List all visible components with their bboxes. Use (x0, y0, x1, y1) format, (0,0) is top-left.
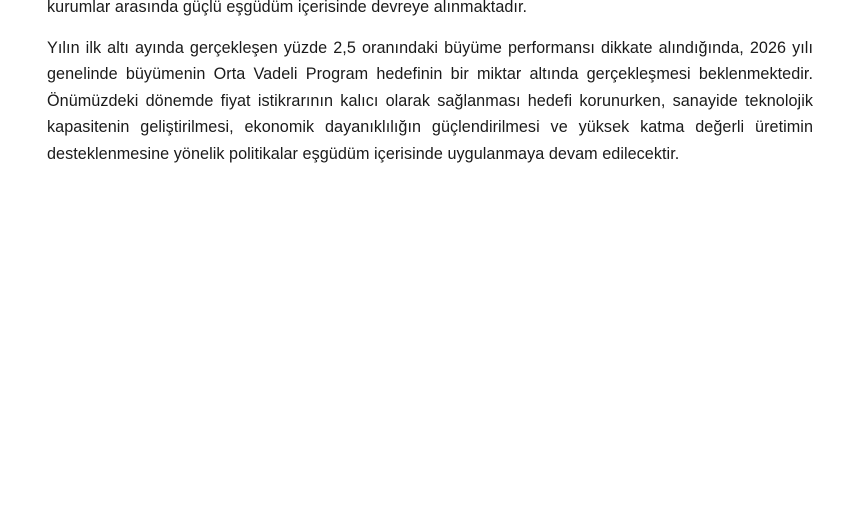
paragraph-continued: kurumlar arasında güçlü eşgüdüm içerisinde devreye alınmaktadır. (47, 0, 528, 16)
document-body (47, 0, 813, 167)
paragraph-growth-outlook: Yılın ilk altı ayında gerçekleşen yüzde 2,5 oranındaki büyüme performansı dikkate alındığında, 2026 yılı genelinde büyümenin Orta Vadeli Program hedefinin bir miktar altında gerçekleşmesi beklenmektedir. Önümüzdeki dönemde fiyat istikrarının kalıcı olarak sağlanması hedefi korunurken, sanayide teknolojik kapasitenin geliştirilmesi, ekonomik dayanıklılığın güçlendirilmesi ve yüksek katma değerli üretimin desteklenmesine yönelik politikalar eşgüdüm içerisinde uygulanmaya devam edilecektir. (47, 38, 813, 163)
